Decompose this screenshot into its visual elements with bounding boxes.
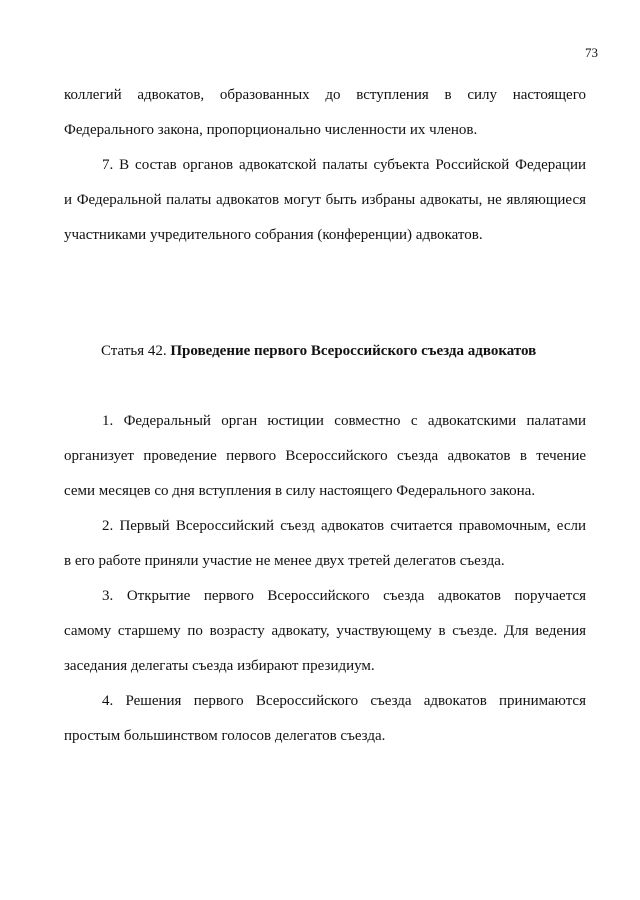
continuation-paragraph: [64, 78, 586, 148]
text-line: заседания делегаты съезда избирают президиум.: [64, 658, 375, 674]
text-line: самому старшему по возрасту адвокату, участвующему в съезде. Для ведения: [64, 623, 586, 639]
text-line: Федерального закона, пропорционально численности их членов.: [64, 122, 478, 138]
text-line: 7. В состав органов адвокатской палаты субъекта Российской Федерации: [102, 157, 586, 173]
text-line: в его работе приняли участие не менее двух третей делегатов съезда.: [64, 553, 505, 569]
text-line: организует проведение первого Всероссийского съезда адвокатов в течение: [64, 448, 586, 464]
item-7-paragraph: [64, 148, 586, 253]
text-line: 3. Открытие первого Всероссийского съезда адвокатов поручается: [102, 588, 586, 604]
text-line: 2. Первый Всероссийский съезд адвокатов считается правомочным, если: [102, 518, 586, 534]
paragraph-1: [64, 404, 586, 509]
paragraph-2: [64, 509, 586, 579]
article-label: Статья 42.: [101, 343, 167, 359]
paragraph-4: [64, 684, 586, 754]
text-line: и Федеральной палаты адвокатов могут быть избраны адвокаты, не являющиеся: [64, 192, 586, 208]
text-line: участниками учредительного собрания (конференции) адвокатов.: [64, 227, 483, 243]
article-heading: [64, 334, 586, 369]
article-title: Проведение первого Всероссийского съезда адвокатов: [170, 343, 537, 359]
text-line: простым большинством голосов делегатов съезда.: [64, 728, 386, 744]
text-line: 1. Федеральный орган юстиции совместно с адвокатскими палатами: [102, 413, 586, 429]
text-line: коллегий адвокатов, образованных до вступления в силу настоящего: [64, 87, 586, 103]
text-line: семи месяцев со дня вступления в силу настоящего Федерального закона.: [64, 483, 536, 499]
document-body: [64, 78, 586, 754]
page-number: 73: [585, 45, 598, 60]
text-line: 4. Решения первого Всероссийского съезда адвокатов принимаются: [102, 693, 586, 709]
paragraph-3: [64, 579, 586, 684]
